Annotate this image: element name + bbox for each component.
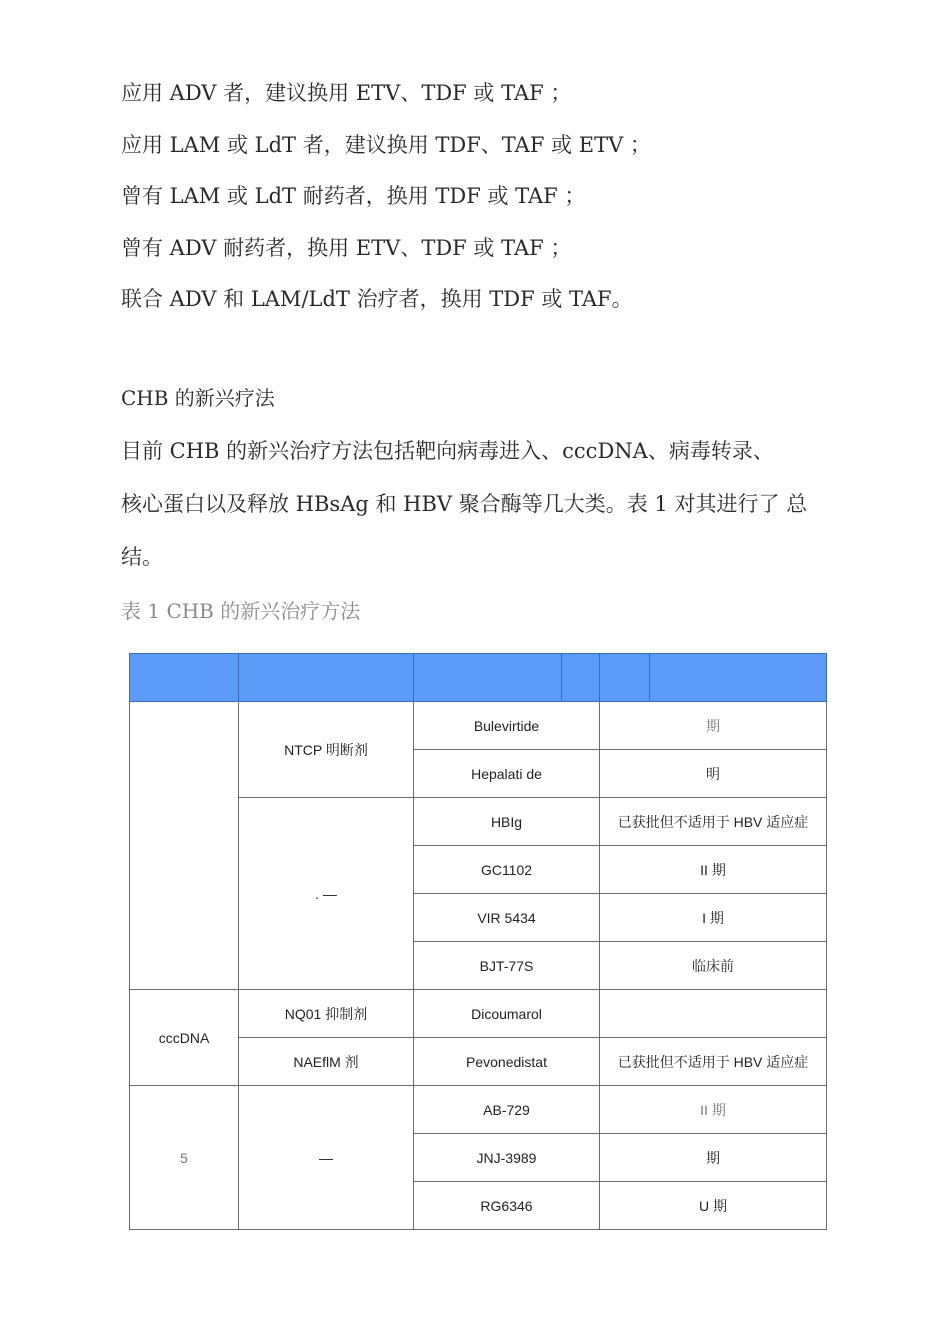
status-cell: 期 — [600, 702, 827, 750]
drug-cell: HBIg — [414, 798, 600, 846]
recommendation-line-3: 曾有 LAM 或 LdT 耐药者，换用 TDF 或 TAF ； — [121, 184, 586, 208]
status-cell: 已获批但不适用于 HBV 适应症 — [600, 1038, 827, 1086]
drug-cell: Bulevirtide — [414, 702, 600, 750]
drug-cell: Hepalati de — [414, 750, 600, 798]
drug-cell: Dicoumarol — [414, 990, 600, 1038]
table-header-row — [130, 654, 827, 702]
header-cell — [239, 654, 414, 702]
status-cell: 临床前 — [600, 942, 827, 990]
class-cell: NQ01 抑制剂 — [239, 990, 414, 1038]
drug-cell: AB-729 — [414, 1086, 600, 1134]
recommendation-line-5: 联合 ADV 和 LAM/LdT 治疗者，换用 TDF 或 TAF。 — [121, 287, 633, 311]
body-line-1: 目前 CHB 的新兴治疗方法包括靶向病毒进入、cccDNA、病毒转录、 — [121, 439, 774, 463]
drug-cell: VIR 5434 — [414, 894, 600, 942]
body-line-2: 核心蛋白以及释放 HBsAg 和 HBV 聚合酶等几大类。表 1 对其进行了 总 — [121, 492, 808, 516]
target-cell: cccDNA — [130, 990, 239, 1086]
table-row — [130, 702, 827, 750]
table-row — [130, 1086, 827, 1134]
target-cell: 5 — [130, 1086, 239, 1230]
header-cell — [562, 654, 600, 702]
class-cell: — — [239, 1086, 414, 1230]
status-cell: U 期 — [600, 1182, 827, 1230]
target-cell — [130, 702, 239, 990]
drug-cell: RG6346 — [414, 1182, 600, 1230]
header-cell — [414, 654, 562, 702]
drug-cell: BJT-77S — [414, 942, 600, 990]
section-heading: CHB 的新兴疗法 — [121, 386, 275, 410]
class-cell: . — — [239, 798, 414, 990]
therapy-table — [129, 653, 827, 1230]
status-cell: 明 — [600, 750, 827, 798]
header-cell — [600, 654, 650, 702]
status-cell: I 期 — [600, 894, 827, 942]
status-cell: II 期 — [600, 846, 827, 894]
table-caption: 表 1 CHB 的新兴治疗方法 — [121, 599, 361, 623]
status-cell: 已获批但不适用于 HBV 适应症 — [600, 798, 827, 846]
drug-cell: JNJ-3989 — [414, 1134, 600, 1182]
recommendation-line-2: 应用 LAM 或 LdT 者，建议换用 TDF、TAF 或 ETV ； — [121, 133, 651, 157]
recommendation-line-4: 曾有 ADV 耐药者，换用 ETV、TDF 或 TAF ； — [121, 236, 572, 260]
recommendation-line-1: 应用 ADV 者，建议换用 ETV、TDF 或 TAF ； — [121, 81, 572, 105]
body-line-3: 结。 — [121, 545, 163, 569]
drug-cell: GC1102 — [414, 846, 600, 894]
header-cell — [130, 654, 239, 702]
header-cell — [650, 654, 827, 702]
status-cell: 期 — [600, 1134, 827, 1182]
class-cell: NAEflM 剂 — [239, 1038, 414, 1086]
class-cell: NTCP 明断剂 — [239, 702, 414, 798]
status-cell — [600, 990, 827, 1038]
table-row — [130, 990, 827, 1038]
status-cell: II 期 — [600, 1086, 827, 1134]
drug-cell: Pevonedistat — [414, 1038, 600, 1086]
